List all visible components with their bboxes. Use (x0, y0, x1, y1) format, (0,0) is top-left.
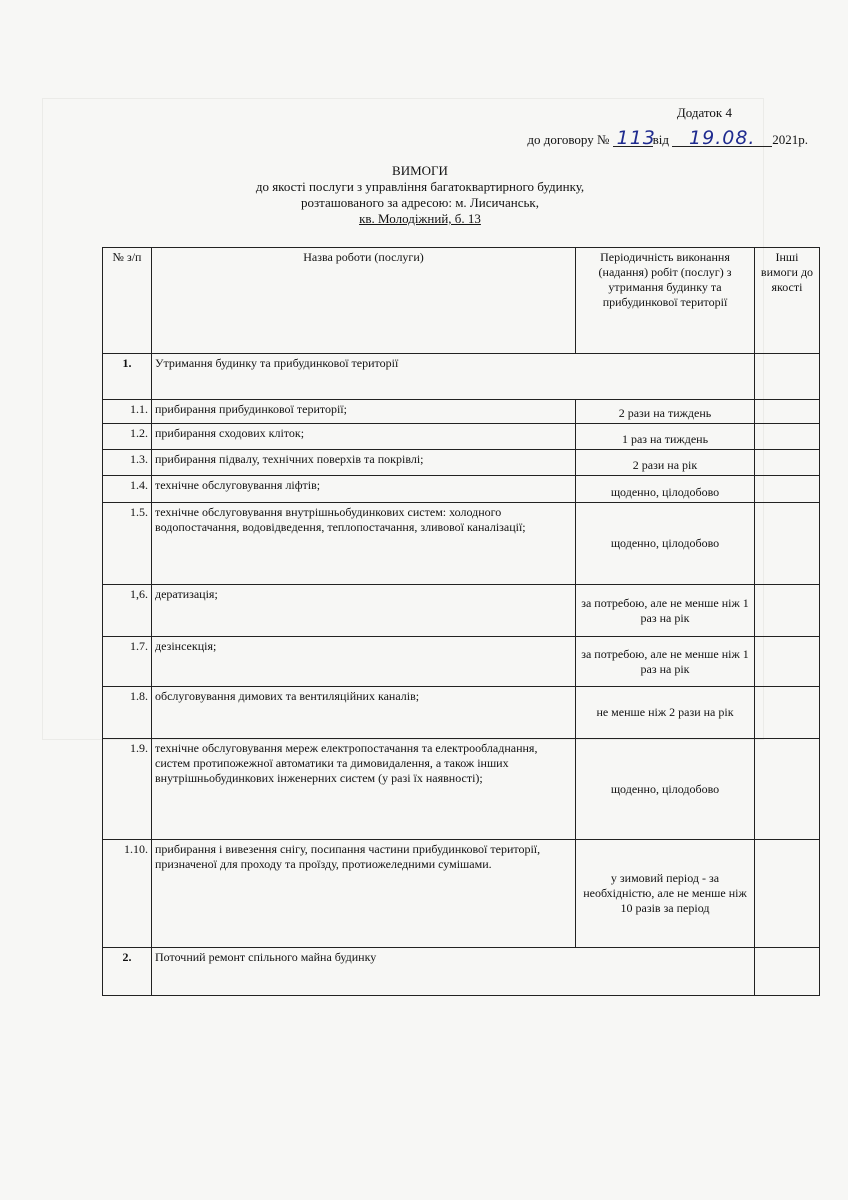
row-name: дезінсекція; (152, 637, 576, 687)
row-name: технічне обслуговування ліфтів; (152, 476, 576, 503)
row-name: технічне обслуговування мереж електропостачання та електрообладнання, систем протипожежної автоматики та димовидалення, а також інших внутрішньобудинкових інженерних систем (у разі їх наявності); (152, 739, 576, 840)
document-title (250, 163, 590, 227)
table-row (103, 400, 820, 424)
title-line-1: до якості послуги з управління багатоквартирного будинку, (255, 179, 585, 194)
section-num: 1. (103, 354, 152, 400)
table-row (103, 739, 820, 840)
table-row (103, 450, 820, 476)
title-heading: ВИМОГИ (392, 163, 448, 178)
row-name: прибирання і вивезення снігу, посипання частини прибудинкової території, призначеної для проходу та проїзду, протиожеледними сумішами. (152, 840, 576, 948)
row-name: дератизація; (152, 585, 576, 637)
row-frequency: за потребою, але не менше ніж 1 раз на рік (576, 637, 755, 687)
row-frequency: 2 рази на тиждень (576, 400, 755, 424)
contract-date: 19.08. (672, 130, 772, 147)
section-row (103, 948, 820, 996)
row-frequency: щоденно, цілодобово (576, 476, 755, 503)
date-prefix: від (652, 132, 669, 147)
row-name: прибирання сходових кліток; (152, 424, 576, 450)
section-row (103, 354, 820, 400)
table-row (103, 687, 820, 739)
contract-line (0, 127, 808, 149)
header-name: Назва роботи (послуги) (152, 248, 576, 354)
row-frequency: 2 рази на рік (576, 450, 755, 476)
row-frequency: щоденно, цілодобово (576, 503, 755, 585)
requirements-table (102, 247, 820, 996)
table-row (103, 476, 820, 503)
row-frequency: 1 раз на тиждень (576, 424, 755, 450)
row-name: обслуговування димових та вентиляційних каналів; (152, 687, 576, 739)
row-frequency: у зимовий період - за необхідністю, але не менше ніж 10 разів за період (576, 840, 755, 948)
row-num: 1.10. (103, 840, 152, 948)
table-row (103, 424, 820, 450)
row-frequency: за потребою, але не менше ніж 1 раз на рік (576, 585, 755, 637)
table-row (103, 503, 820, 585)
table-row (103, 637, 820, 687)
section-num: 2. (103, 948, 152, 996)
title-line-2: розташованого за адресою: м. Лисичанськ, (301, 195, 539, 210)
row-num: 1.9. (103, 739, 152, 840)
row-name: прибирання підвалу, технічних поверхів та покрівлі; (152, 450, 576, 476)
row-name: прибирання прибудинкової території; (152, 400, 576, 424)
row-num: 1.1. (103, 400, 152, 424)
table-header-row (103, 248, 820, 354)
row-name: технічне обслуговування внутрішньобудинкових систем: холодного водопостачання, водовідведення, теплопостачання, зливової каналізації; (152, 503, 576, 585)
addendum-label: Додаток 4 (676, 105, 732, 120)
row-num: 1.4. (103, 476, 152, 503)
year-suffix: 2021р. (772, 132, 808, 147)
row-frequency: щоденно, цілодобово (576, 739, 755, 840)
row-frequency: не менше ніж 2 рази на рік (576, 687, 755, 739)
row-num: 1.2. (103, 424, 152, 450)
row-num: 1.7. (103, 637, 152, 687)
header-num: № з/п (103, 248, 152, 354)
row-num: 1.8. (103, 687, 152, 739)
section-title: Утримання будинку та прибудинкової території (152, 354, 755, 400)
table-row (103, 585, 820, 637)
row-num: 1,6. (103, 585, 152, 637)
section-title: Поточний ремонт спільного майна будинку (152, 948, 755, 996)
title-line-3: кв. Молодіжний, б. 13 (359, 211, 481, 226)
row-num: 1.5. (103, 503, 152, 585)
row-num: 1.3. (103, 450, 152, 476)
table-row (103, 840, 820, 948)
header-frequency: Періодичність виконання (надання) робіт (послуг) з утримання будинку та прибудинкової території (576, 248, 755, 354)
contract-prefix: до договору № (527, 132, 610, 147)
contract-number: 113 (613, 130, 653, 147)
header-other: Інші вимоги до якості (755, 248, 820, 354)
